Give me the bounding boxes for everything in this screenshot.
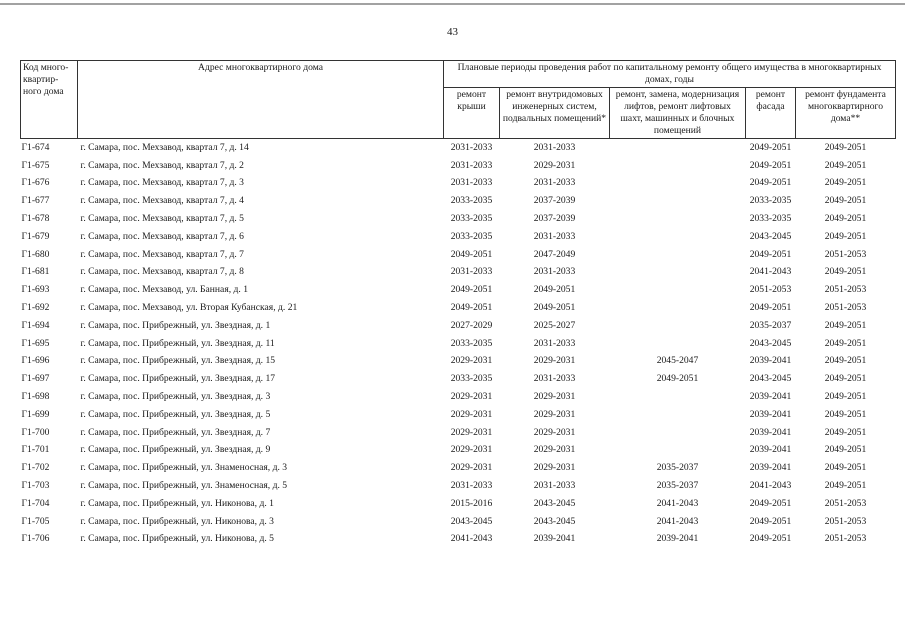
cell-roof: 2049-2051	[450, 248, 493, 260]
cell-roof: 2049-2051	[450, 284, 493, 296]
cell-foundation: 2049-2051	[824, 462, 867, 474]
cell-elevator: 2035-2037	[656, 479, 699, 491]
cell-foundation: 2049-2051	[824, 230, 867, 242]
cell-systems: 2049-2051	[533, 284, 576, 296]
cell-address: г. Самара, пос. Прибрежный, ул. Знаменосная, д. 3	[80, 462, 288, 474]
table-row	[21, 317, 896, 335]
table-row	[21, 246, 896, 264]
table-row	[21, 263, 896, 281]
cell-roof: 2031-2033	[450, 159, 493, 171]
header-roof: ремонт крыши	[444, 87, 500, 138]
cell-code: Г1-676	[21, 177, 50, 189]
table-row	[21, 281, 896, 299]
cell-roof: 2029-2031	[450, 426, 493, 438]
cell-elevator: 2049-2051	[656, 373, 699, 385]
cell-elevator: 2045-2047	[656, 355, 699, 367]
cell-address: г. Самара, пос. Мехзавод, квартал 7, д. 6	[80, 230, 244, 242]
header-row-top	[21, 61, 896, 88]
cell-elevator	[610, 335, 746, 353]
cell-code: Г1-680	[21, 248, 50, 260]
cell-roof: 2031-2033	[450, 266, 493, 278]
table-row	[21, 192, 896, 210]
cell-roof: 2033-2035	[450, 337, 493, 349]
cell-foundation: 2051-2053	[824, 284, 867, 296]
cell-code: Г1-703	[21, 479, 50, 491]
cell-address: г. Самара, пос. Прибрежный, ул. Звездная, д. 3	[80, 390, 271, 402]
cell-facade: 2033-2035	[749, 213, 792, 224]
cell-code: Г1-702	[21, 462, 50, 474]
cell-address: г. Самара, пос. Мехзавод, квартал 7, д. 8	[80, 266, 244, 278]
cell-facade: 2049-2051	[749, 497, 792, 509]
cell-code: Г1-677	[21, 195, 50, 207]
cell-address: г. Самара, пос. Прибрежный, ул. Никонова, д. 5	[80, 533, 274, 545]
cell-foundation: 2049-2051	[824, 159, 867, 171]
capital-repair-table	[20, 60, 896, 548]
cell-systems: 2043-2045	[533, 515, 576, 527]
cell-systems: 2031-2033	[533, 479, 576, 491]
cell-address: г. Самара, пос. Мехзавод, квартал 7, д. 5	[80, 213, 244, 224]
cell-facade: 2039-2041	[749, 408, 792, 420]
cell-elevator	[610, 317, 746, 335]
cell-facade: 2039-2041	[749, 462, 792, 474]
header-facade: ремонт фасада	[746, 87, 796, 138]
cell-elevator	[610, 424, 746, 442]
header-systems: ремонт внутридомовых инженерных систем, подвальных помещений*	[500, 87, 610, 138]
cell-systems: 2037-2039	[533, 213, 576, 224]
table-row	[21, 210, 896, 228]
cell-systems: 2047-2049	[533, 248, 576, 260]
cell-roof: 2049-2051	[450, 301, 493, 313]
cell-facade: 2035-2037	[749, 319, 792, 331]
cell-code: Г1-705	[21, 515, 50, 527]
cell-foundation: 2049-2051	[824, 213, 867, 224]
header-code: Код много-квартир-ного дома	[21, 61, 78, 139]
cell-systems: 2043-2045	[533, 497, 576, 509]
cell-code: Г1-693	[21, 284, 50, 296]
cell-address: г. Самара, пос. Мехзавод, квартал 7, д. 14	[80, 141, 249, 153]
cell-code: Г1-695	[21, 337, 50, 349]
cell-roof: 2033-2035	[450, 230, 493, 242]
top-scan-rule	[0, 3, 905, 5]
cell-roof: 2031-2033	[450, 479, 493, 491]
cell-foundation: 2049-2051	[824, 373, 867, 385]
cell-roof: 2033-2035	[450, 373, 493, 385]
table-row	[21, 335, 896, 353]
table-row	[21, 495, 896, 513]
table-row	[21, 157, 896, 175]
cell-systems: 2029-2031	[533, 426, 576, 438]
cell-systems: 2049-2051	[533, 301, 576, 313]
cell-foundation: 2049-2051	[824, 266, 867, 278]
cell-code: Г1-681	[21, 266, 50, 278]
header-elevator: ремонт, замена, модернизация лифтов, ремонт лифтовых шахт, машинных и блочных помещений	[610, 87, 746, 138]
cell-elevator	[610, 263, 746, 281]
cell-facade: 2041-2043	[749, 479, 792, 491]
cell-elevator: 2035-2037	[656, 462, 699, 474]
cell-elevator	[610, 175, 746, 193]
cell-code: Г1-692	[21, 301, 50, 313]
cell-code: Г1-694	[21, 319, 50, 331]
cell-code: Г1-697	[21, 373, 50, 385]
cell-address: г. Самара, пос. Прибрежный, ул. Звездная, д. 17	[80, 373, 276, 385]
cell-systems: 2031-2033	[533, 373, 576, 385]
cell-facade: 2039-2041	[749, 444, 792, 456]
cell-systems: 2031-2033	[533, 177, 576, 189]
cell-elevator	[610, 192, 746, 210]
table-row	[21, 406, 896, 424]
cell-facade: 2043-2045	[749, 373, 792, 385]
cell-facade: 2049-2051	[749, 515, 792, 527]
table-row	[21, 138, 896, 156]
cell-facade: 2041-2043	[749, 266, 792, 278]
cell-roof: 2031-2033	[450, 141, 493, 153]
table-row	[21, 299, 896, 317]
cell-roof: 2033-2035	[450, 195, 493, 207]
cell-address: г. Самара, пос. Прибрежный, ул. Звездная, д. 1	[80, 319, 271, 331]
header-address: Адрес многоквартирного дома	[78, 61, 444, 139]
cell-foundation: 2049-2051	[824, 177, 867, 189]
table-row	[21, 441, 896, 459]
cell-roof: 2031-2033	[450, 177, 493, 189]
cell-address: г. Самара, пос. Мехзавод, квартал 7, д. 4	[80, 195, 244, 207]
cell-systems: 2029-2031	[533, 444, 576, 456]
table-body	[21, 138, 896, 548]
cell-systems: 2029-2031	[533, 408, 576, 420]
cell-code: Г1-704	[21, 497, 50, 509]
cell-foundation: 2051-2053	[824, 497, 867, 509]
cell-foundation: 2051-2053	[824, 301, 867, 313]
cell-address: г. Самара, пос. Прибрежный, ул. Звездная, д. 7	[80, 426, 271, 438]
table-row	[21, 175, 896, 193]
cell-address: г. Самара, пос. Прибрежный, ул. Никонова, д. 1	[80, 497, 274, 509]
cell-systems: 2031-2033	[533, 141, 576, 153]
cell-systems: 2031-2033	[533, 337, 576, 349]
cell-foundation: 2049-2051	[824, 355, 867, 367]
cell-elevator: 2039-2041	[656, 533, 699, 545]
cell-facade: 2039-2041	[749, 390, 792, 402]
cell-systems: 2039-2041	[533, 533, 576, 545]
cell-systems: 2037-2039	[533, 195, 576, 207]
table-row	[21, 388, 896, 406]
cell-facade: 2049-2051	[749, 159, 792, 171]
cell-address: г. Самара, пос. Прибрежный, ул. Звездная, д. 5	[80, 408, 271, 420]
table-row	[21, 459, 896, 477]
cell-systems: 2031-2033	[533, 230, 576, 242]
cell-facade: 2043-2045	[749, 230, 792, 242]
cell-foundation: 2049-2051	[824, 479, 867, 491]
cell-foundation: 2049-2051	[824, 319, 867, 331]
table-row	[21, 228, 896, 246]
cell-systems: 2031-2033	[533, 266, 576, 278]
cell-address: г. Самара, пос. Мехзавод, квартал 7, д. 7	[80, 248, 244, 260]
cell-facade: 2049-2051	[749, 533, 792, 545]
cell-code: Г1-675	[21, 159, 50, 171]
cell-code: Г1-679	[21, 230, 50, 242]
cell-elevator	[610, 299, 746, 317]
cell-facade: 2049-2051	[749, 177, 792, 189]
cell-address: г. Самара, пос. Прибрежный, ул. Знаменосная, д. 5	[80, 479, 288, 491]
cell-elevator	[610, 210, 746, 228]
cell-code: Г1-698	[21, 390, 50, 402]
cell-facade: 2049-2051	[749, 301, 792, 313]
cell-address: г. Самара, пос. Мехзавод, квартал 7, д. 3	[80, 177, 244, 189]
cell-code: Г1-701	[21, 444, 50, 456]
cell-facade: 2033-2035	[749, 195, 792, 207]
cell-address: г. Самара, пос. Мехзавод, ул. Вторая Кубанская, д. 21	[80, 301, 298, 313]
table-row	[21, 424, 896, 442]
cell-code: Г1-696	[21, 355, 50, 367]
cell-facade: 2049-2051	[749, 248, 792, 260]
header-foundation: ремонт фундамента многоквартирного дома**	[796, 87, 896, 138]
cell-systems: 2025-2027	[533, 319, 576, 331]
cell-foundation: 2051-2053	[824, 515, 867, 527]
cell-foundation: 2049-2051	[824, 390, 867, 402]
cell-code: Г1-678	[21, 213, 50, 224]
cell-address: г. Самара, пос. Мехзавод, квартал 7, д. 2	[80, 159, 244, 171]
cell-address: г. Самара, пос. Прибрежный, ул. Никонова, д. 3	[80, 515, 274, 527]
cell-elevator: 2041-2043	[656, 497, 699, 509]
cell-elevator	[610, 388, 746, 406]
cell-elevator	[610, 138, 746, 156]
cell-elevator	[610, 281, 746, 299]
cell-foundation: 2051-2053	[824, 533, 867, 545]
cell-foundation: 2049-2051	[824, 195, 867, 207]
cell-foundation: 2049-2051	[824, 408, 867, 420]
cell-foundation: 2049-2051	[824, 141, 867, 153]
cell-roof: 2015-2016	[450, 497, 493, 509]
cell-roof: 2029-2031	[450, 462, 493, 474]
cell-facade: 2043-2045	[749, 337, 792, 349]
cell-systems: 2029-2031	[533, 462, 576, 474]
cell-roof: 2041-2043	[450, 533, 493, 545]
table-row	[21, 370, 896, 388]
cell-elevator	[610, 246, 746, 264]
cell-roof: 2043-2045	[450, 515, 493, 527]
cell-systems: 2029-2031	[533, 390, 576, 402]
cell-facade: 2039-2041	[749, 426, 792, 438]
cell-foundation: 2049-2051	[824, 337, 867, 349]
cell-code: Г1-674	[21, 141, 50, 153]
cell-facade: 2049-2051	[749, 141, 792, 153]
cell-address: г. Самара, пос. Прибрежный, ул. Звездная, д. 11	[80, 337, 275, 349]
page-number: 43	[447, 26, 458, 38]
table-row	[21, 513, 896, 531]
cell-code: Г1-699	[21, 408, 50, 420]
cell-facade: 2051-2053	[749, 284, 792, 296]
cell-systems: 2029-2031	[533, 355, 576, 367]
cell-facade: 2039-2041	[749, 355, 792, 367]
cell-address: г. Самара, пос. Мехзавод, ул. Банная, д. 1	[80, 284, 249, 296]
cell-roof: 2029-2031	[450, 390, 493, 402]
cell-elevator	[610, 406, 746, 424]
cell-roof: 2029-2031	[450, 444, 493, 456]
cell-foundation: 2049-2051	[824, 444, 867, 456]
table-row	[21, 530, 896, 548]
cell-systems: 2029-2031	[533, 159, 576, 171]
cell-elevator	[610, 228, 746, 246]
cell-code: Г1-706	[21, 533, 50, 545]
cell-elevator	[610, 157, 746, 175]
cell-elevator	[610, 441, 746, 459]
cell-foundation: 2051-2053	[824, 248, 867, 260]
cell-address: г. Самара, пос. Прибрежный, ул. Звездная, д. 9	[80, 444, 271, 456]
cell-roof: 2027-2029	[450, 319, 493, 331]
cell-code: Г1-700	[21, 426, 50, 438]
cell-roof: 2029-2031	[450, 355, 493, 367]
cell-roof: 2033-2035	[450, 213, 493, 224]
cell-elevator: 2041-2043	[656, 515, 699, 527]
cell-foundation: 2049-2051	[824, 426, 867, 438]
cell-address: г. Самара, пос. Прибрежный, ул. Звездная, д. 15	[80, 355, 276, 367]
table-row	[21, 477, 896, 495]
cell-roof: 2029-2031	[450, 408, 493, 420]
header-periods-group: Плановые периоды проведения работ по капитальному ремонту общего имущества в многоквартирных домах, годы	[444, 61, 896, 88]
table-row	[21, 352, 896, 370]
